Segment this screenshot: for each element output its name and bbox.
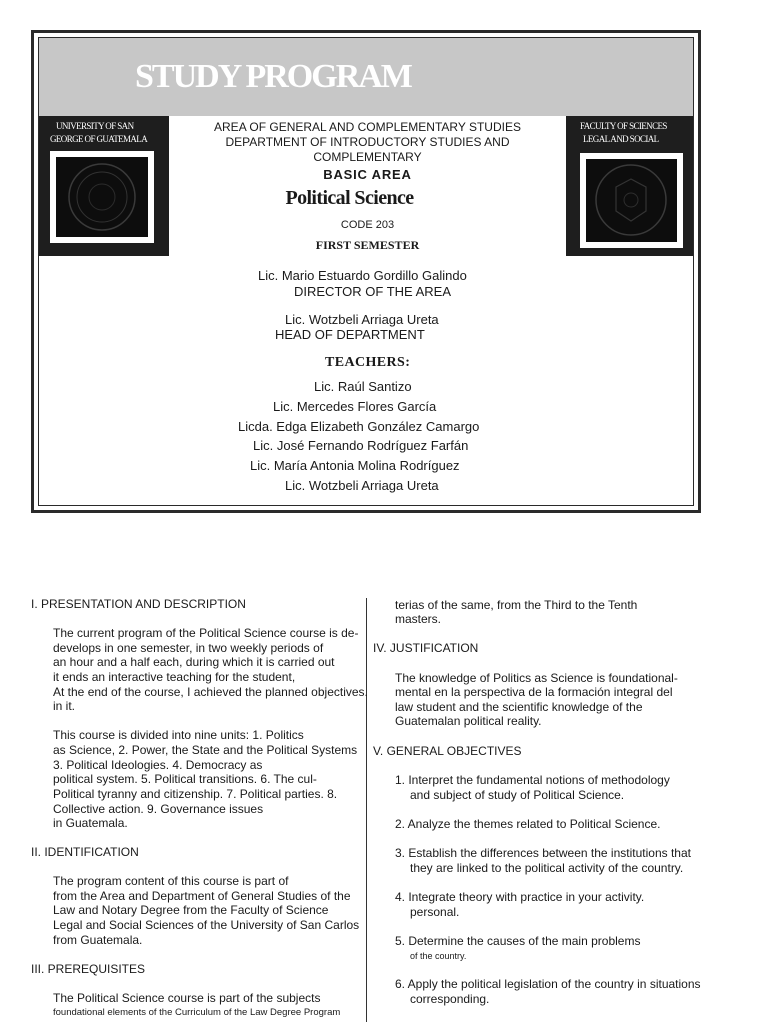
- right-column: [373, 598, 709, 1018]
- objective-item-cont: they are linked to the political activity of the country.: [410, 861, 684, 875]
- area-title: [169, 120, 566, 165]
- teacher-name: Lic. Raúl Santizo: [314, 379, 412, 394]
- paragraph-line: Guatemalan political reality.: [395, 714, 542, 728]
- section-heading-objectives: V. GENERAL OBJECTIVES: [373, 744, 522, 758]
- objective-item-cont: corresponding.: [410, 992, 490, 1006]
- paragraph-line: Law and Notary Degree from the Faculty of Science: [53, 903, 329, 917]
- paragraph-line: develops in one semester, in two weekly periods of: [53, 641, 324, 655]
- objective-item: 4. Integrate theory with practice in your activity.: [395, 890, 645, 904]
- paragraph-line: mental en la perspectiva de la formación integral del: [395, 685, 673, 699]
- head-name: Lic. Wotzbeli Arriaga Ureta: [285, 312, 439, 327]
- page-title: STUDY PROGRAM: [135, 58, 411, 95]
- paragraph-line: Legal and Social Sciences of the University of San Carlos: [53, 918, 360, 932]
- title-frame: [31, 30, 701, 513]
- teacher-name: Lic. María Antonia Molina Rodríguez: [250, 458, 460, 473]
- objective-item-cont: of the country.: [410, 951, 467, 961]
- objective-item-cont: personal.: [410, 905, 460, 919]
- paragraph-line: The program content of this course is part of: [53, 874, 289, 888]
- faculty-name-line-2: LEGAL AND SOCIAL: [583, 134, 659, 144]
- paragraph-line: in Guatemala.: [53, 816, 128, 830]
- paragraph-line: The Political Science course is part of the subjects: [53, 991, 321, 1005]
- director-name: Lic. Mario Estuardo Gordillo Galindo: [258, 268, 467, 283]
- title-bar: [39, 38, 693, 116]
- paragraph-line: At the end of the course, I achieved the planned objectives.: [53, 685, 368, 699]
- university-name-line-1: UNIVERSITY OF SAN: [56, 121, 134, 131]
- objective-item-cont: and subject of study of Political Science.: [410, 788, 625, 802]
- section-heading-presentation: I. PRESENTATION AND DESCRIPTION: [31, 597, 246, 611]
- objective-item: 1. Interpret the fundamental notions of methodology: [395, 773, 670, 787]
- header-band: [39, 116, 693, 256]
- area-line-1: AREA OF GENERAL AND COMPLEMENTARY STUDIES: [214, 120, 521, 134]
- teachers-heading: TEACHERS:: [325, 355, 411, 370]
- course-name: Political Science: [285, 187, 414, 209]
- university-seal-icon: [50, 151, 154, 243]
- column-divider: [366, 598, 367, 1022]
- area-line-3: COMPLEMENTARY: [313, 150, 422, 164]
- teacher-name: Lic. José Fernando Rodríguez Farfán: [253, 438, 469, 453]
- paragraph-line: foundational elements of the Curriculum of the Law Degree Program: [53, 1007, 341, 1018]
- paragraph-line: an hour and a half each, during which it is carried out: [53, 655, 335, 669]
- semester-label: FIRST SEMESTER: [315, 238, 420, 252]
- university-logo-block: [39, 116, 169, 256]
- header-center: [169, 116, 566, 256]
- paragraph-line: from Guatemala.: [53, 933, 143, 947]
- paragraph-line: 3. Political Ideologies. 4. Democracy as: [53, 758, 263, 772]
- university-name-line-2: GEORGE OF GUATEMALA: [50, 134, 148, 144]
- objective-item: 5. Determine the causes of the main problems: [395, 934, 641, 948]
- area-line-2: DEPARTMENT OF INTRODUCTORY STUDIES AND: [225, 135, 510, 149]
- paragraph-line: This course is divided into nine units: 1. Politics: [53, 728, 304, 742]
- paragraph-line: in it.: [53, 699, 76, 713]
- section-heading-identification: II. IDENTIFICATION: [31, 845, 139, 859]
- director-role: DIRECTOR OF THE AREA: [294, 284, 451, 299]
- paragraph-line: as Science, 2. Power, the State and the Political Systems: [53, 743, 358, 757]
- basic-area-label: BASIC AREA: [323, 167, 412, 182]
- paragraph-line: it ends an interactive teaching for the student,: [53, 670, 296, 684]
- faculty-name-line-1: FACULTY OF SCIENCES: [580, 121, 667, 131]
- paragraph-line: from the Area and Department of General Studies of the: [53, 889, 351, 903]
- section-heading-prerequisites: III. PREREQUISITES: [31, 962, 146, 976]
- course-code: CODE 203: [340, 219, 395, 231]
- paragraph-line: The knowledge of Politics as Science is foundational-: [395, 671, 678, 685]
- teacher-name: Lic. Mercedes Flores García: [273, 399, 437, 414]
- title-frame-inner: [38, 37, 694, 506]
- paragraph-line: terias of the same, from the Third to the Tenth: [395, 598, 638, 612]
- paragraph-line: law student and the scientific knowledge of the: [395, 700, 643, 714]
- faculty-logo-block: [566, 116, 695, 256]
- section-heading-justification: IV. JUSTIFICATION: [373, 641, 479, 655]
- paragraph-line: Collective action. 9. Governance issues: [53, 802, 264, 816]
- teacher-name: Licda. Edga Elizabeth González Camargo: [238, 419, 480, 434]
- left-column: [31, 597, 368, 1022]
- paragraph-line: masters.: [395, 612, 442, 626]
- objective-item: 2. Analyze the themes related to Political Science.: [395, 817, 661, 831]
- paragraph-line: political system. 5. Political transitions. 6. The cul-: [53, 772, 317, 786]
- teacher-name: Lic. Wotzbeli Arriaga Ureta: [285, 478, 439, 493]
- paragraph-line: Political tyranny and citizenship. 7. Political parties. 8.: [53, 787, 338, 801]
- paragraph-line: The current program of the Political Science course is de-: [53, 626, 359, 640]
- faculty-seal-icon: [580, 153, 683, 248]
- objective-item: 3. Establish the differences between the institutions that: [395, 846, 691, 860]
- objective-item: 6. Apply the political legislation of the country in situations: [395, 977, 701, 991]
- head-role: HEAD OF DEPARTMENT: [275, 327, 425, 342]
